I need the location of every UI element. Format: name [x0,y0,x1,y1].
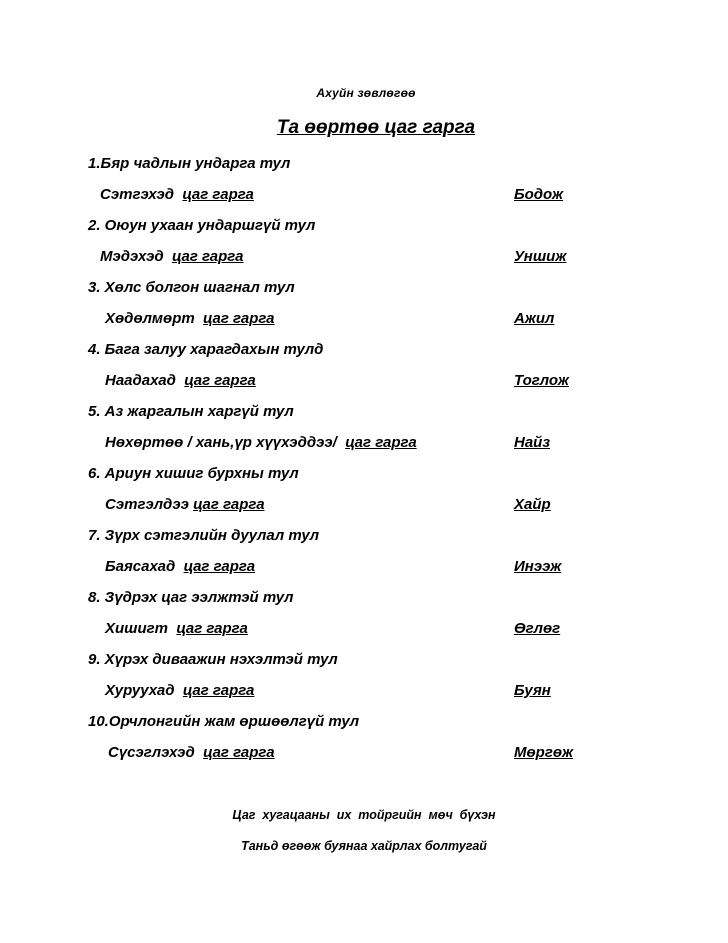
list-item [0,465,728,527]
item-phrase-line [105,682,254,699]
item-time-phrase: цаг гарга [171,248,244,265]
item-phrase: Наадахад [105,372,176,389]
item-heading: 10.Орчлонгийн жам өршөөлгүй тул [88,713,360,730]
list-item [0,403,728,465]
item-keyword: Уншиж [514,248,567,265]
item-phrase-line [100,248,243,265]
document-subtitle: Ахуйн зөвлөгөө [316,86,416,100]
item-keyword: Ажил [514,310,555,327]
item-time-phrase: цаг гарга [193,496,265,513]
list-item [0,279,728,341]
document-title: Та өөртөө цаг гарга [276,117,476,138]
item-time-phrase: цаг гарга [182,186,254,203]
item-phrase: Хөдөлмөрт [105,310,195,327]
item-phrase: Сэтгэхэд [100,186,175,203]
item-phrase: Мэдэхэд [100,248,164,265]
item-keyword: Найз [514,434,550,451]
list-item [0,713,728,775]
item-keyword: Бодож [514,186,564,203]
item-heading: 3. Хөлс болгон шагнал тул [88,279,295,296]
item-time-phrase: цаг гарга [182,682,255,699]
item-phrase: Хишигт [105,620,169,637]
item-heading: 4. Бага залуу харагдахын тулд [88,341,324,358]
item-time-phrase: цаг гарга [345,434,417,451]
item-heading: 2. Оюун ухаан ундаршгүй тул [88,217,316,234]
list-item [0,651,728,713]
list-item [0,341,728,403]
item-heading: 7. Зүрх сэтгэлийн дуулал тул [88,527,320,544]
item-time-phrase: цаг гарга [184,372,256,389]
list-item [0,155,728,217]
item-time-phrase: цаг гарга [183,558,256,575]
list-item [0,527,728,589]
item-time-phrase: цаг гарга [203,744,275,761]
item-heading: 1.Бяр чадлын ундарга тул [88,155,291,172]
item-keyword: Мөргөж [514,744,574,761]
item-phrase: Хуруухад [105,682,175,699]
item-keyword: Буян [514,682,551,699]
item-keyword: Хайр [514,496,551,513]
item-time-phrase: цаг гарга [203,310,275,327]
item-heading: 6. Ариун хишиг бурхны тул [88,465,299,482]
item-keyword: Өглөг [514,620,561,637]
item-phrase-line [105,558,255,575]
item-time-phrase: цаг гарга [176,620,248,637]
item-heading: 8. Зүдрэх цаг ээлжтэй тул [88,589,294,606]
item-phrase-line [108,744,275,761]
item-phrase-line [105,310,275,327]
item-phrase: Нөхөртөө / хань,үр хүүхэддээ/ [105,434,337,451]
item-phrase: Баясахад [105,558,176,575]
item-phrase: Сүсэглэхэд [108,744,195,761]
list-item [0,589,728,651]
footer-line-2: Таньд өгөөж буянаа хайрлах болтугай [241,839,487,853]
item-keyword: Тоглож [514,372,569,389]
list-item [0,217,728,279]
item-phrase-line [105,434,417,451]
item-heading: 5. Аз жаргалын харгүй тул [88,403,294,420]
item-heading: 9. Хүрэх диваажин нэхэлтэй тул [88,651,338,668]
item-phrase: Сэтгэлдээ [105,496,189,513]
item-keyword: Инээж [514,558,562,575]
item-phrase-line [105,372,256,389]
item-phrase-line [105,620,248,637]
footer-line-1: Цаг хугацааны их тойргийн мөч бүхэн [232,808,496,822]
item-phrase-line [105,496,265,513]
item-phrase-line [100,186,254,203]
